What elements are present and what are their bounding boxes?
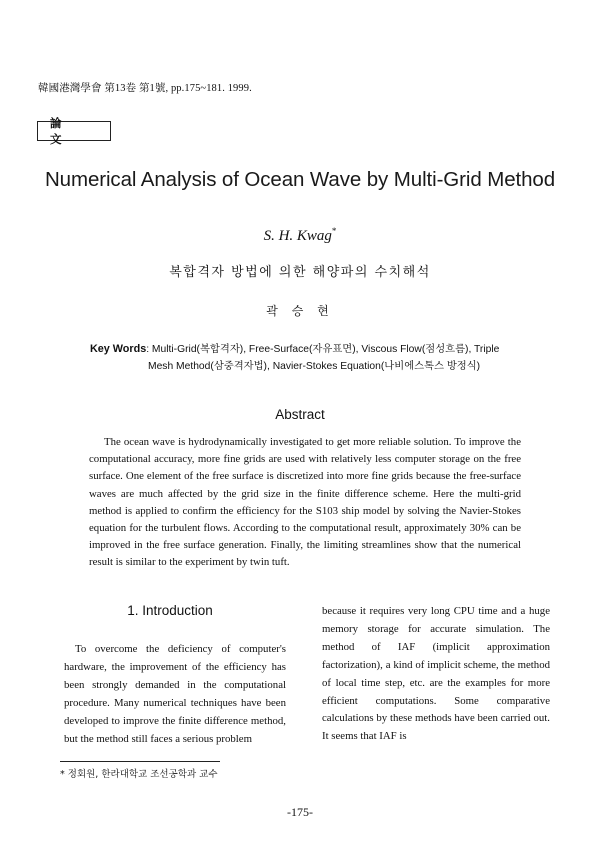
korean-author: 곽 승 현 <box>266 304 334 318</box>
keywords-line-1 <box>90 341 530 358</box>
introduction-right-text: because it requires very long CPU time and a huge memory storage for accurate simulation. The method of IAF (implicit approximation factorization), a kind of implicit scheme, the method of local time step, etc. are the examples for more efficient computations. Some comparative calculations by these methods have been carried out. It seems that IAF is <box>322 605 550 743</box>
keywords-text-1: : Multi-Grid(복합격자), Free-Surface(자유표면), Viscous Flow(점성흐름), Triple <box>146 344 500 355</box>
journal-citation: 韓國港灣學會 第13卷 第1號, pp.175~181. 1999. <box>38 83 252 94</box>
abstract-body <box>89 434 521 572</box>
korean-title: 복합격자 방법에 의한 해양파의 수치해석 <box>169 265 431 280</box>
paper-title: Numerical Analysis of Ocean Wave by Multi-Grid Method <box>44 168 556 191</box>
section-label-box: 論 文 <box>37 121 111 141</box>
introduction-left-column <box>64 641 286 748</box>
keywords-block <box>90 341 530 375</box>
author-footnote: * 정회원, 한라대학교 조선공학과 교수 <box>60 769 218 780</box>
author-name <box>0 226 600 245</box>
abstract-text: The ocean wave is hydrodynamically investigated to get more reliable solution. To improve the computational accuracy, more fine grids are used with relatively less computer storage on the free surface. One element of the free surface is discretized into more fine grids because the free-surface waves are much affected by the grid size in the finite difference scheme. Here the multi-grid method is applied to confirm the efficiency for the S103 ship model by solving the Navier-Stokes equation for the turbulent flows. According to the computational result, approximately 30% can be improved in the free surface generation. Finally, the limiting streamlines show that the numerical result is similar to the experiment by twin tuft. <box>89 436 521 569</box>
introduction-right-column <box>322 603 550 746</box>
introduction-heading: 1. Introduction <box>127 603 213 618</box>
keywords-text-2: Mesh Method(삼중격자법), Navier-Stokes Equation(나비에스톡스 방정식) <box>148 361 481 372</box>
footnote-divider <box>60 761 220 762</box>
author-footnote-mark: * <box>331 226 337 236</box>
abstract-heading: Abstract <box>275 407 325 422</box>
author-name-text: S. H. Kwag <box>263 228 332 244</box>
keywords-label: Key Words <box>90 343 147 355</box>
introduction-left-text: To overcome the deficiency of computer's hardware, the improvement of the efficiency has been strongly demanded in the computational procedure. Many numerical techniques have been developed to improve the finite difference method, but the method still faces a serious problem <box>64 643 286 745</box>
page-number: -175- <box>287 805 313 819</box>
